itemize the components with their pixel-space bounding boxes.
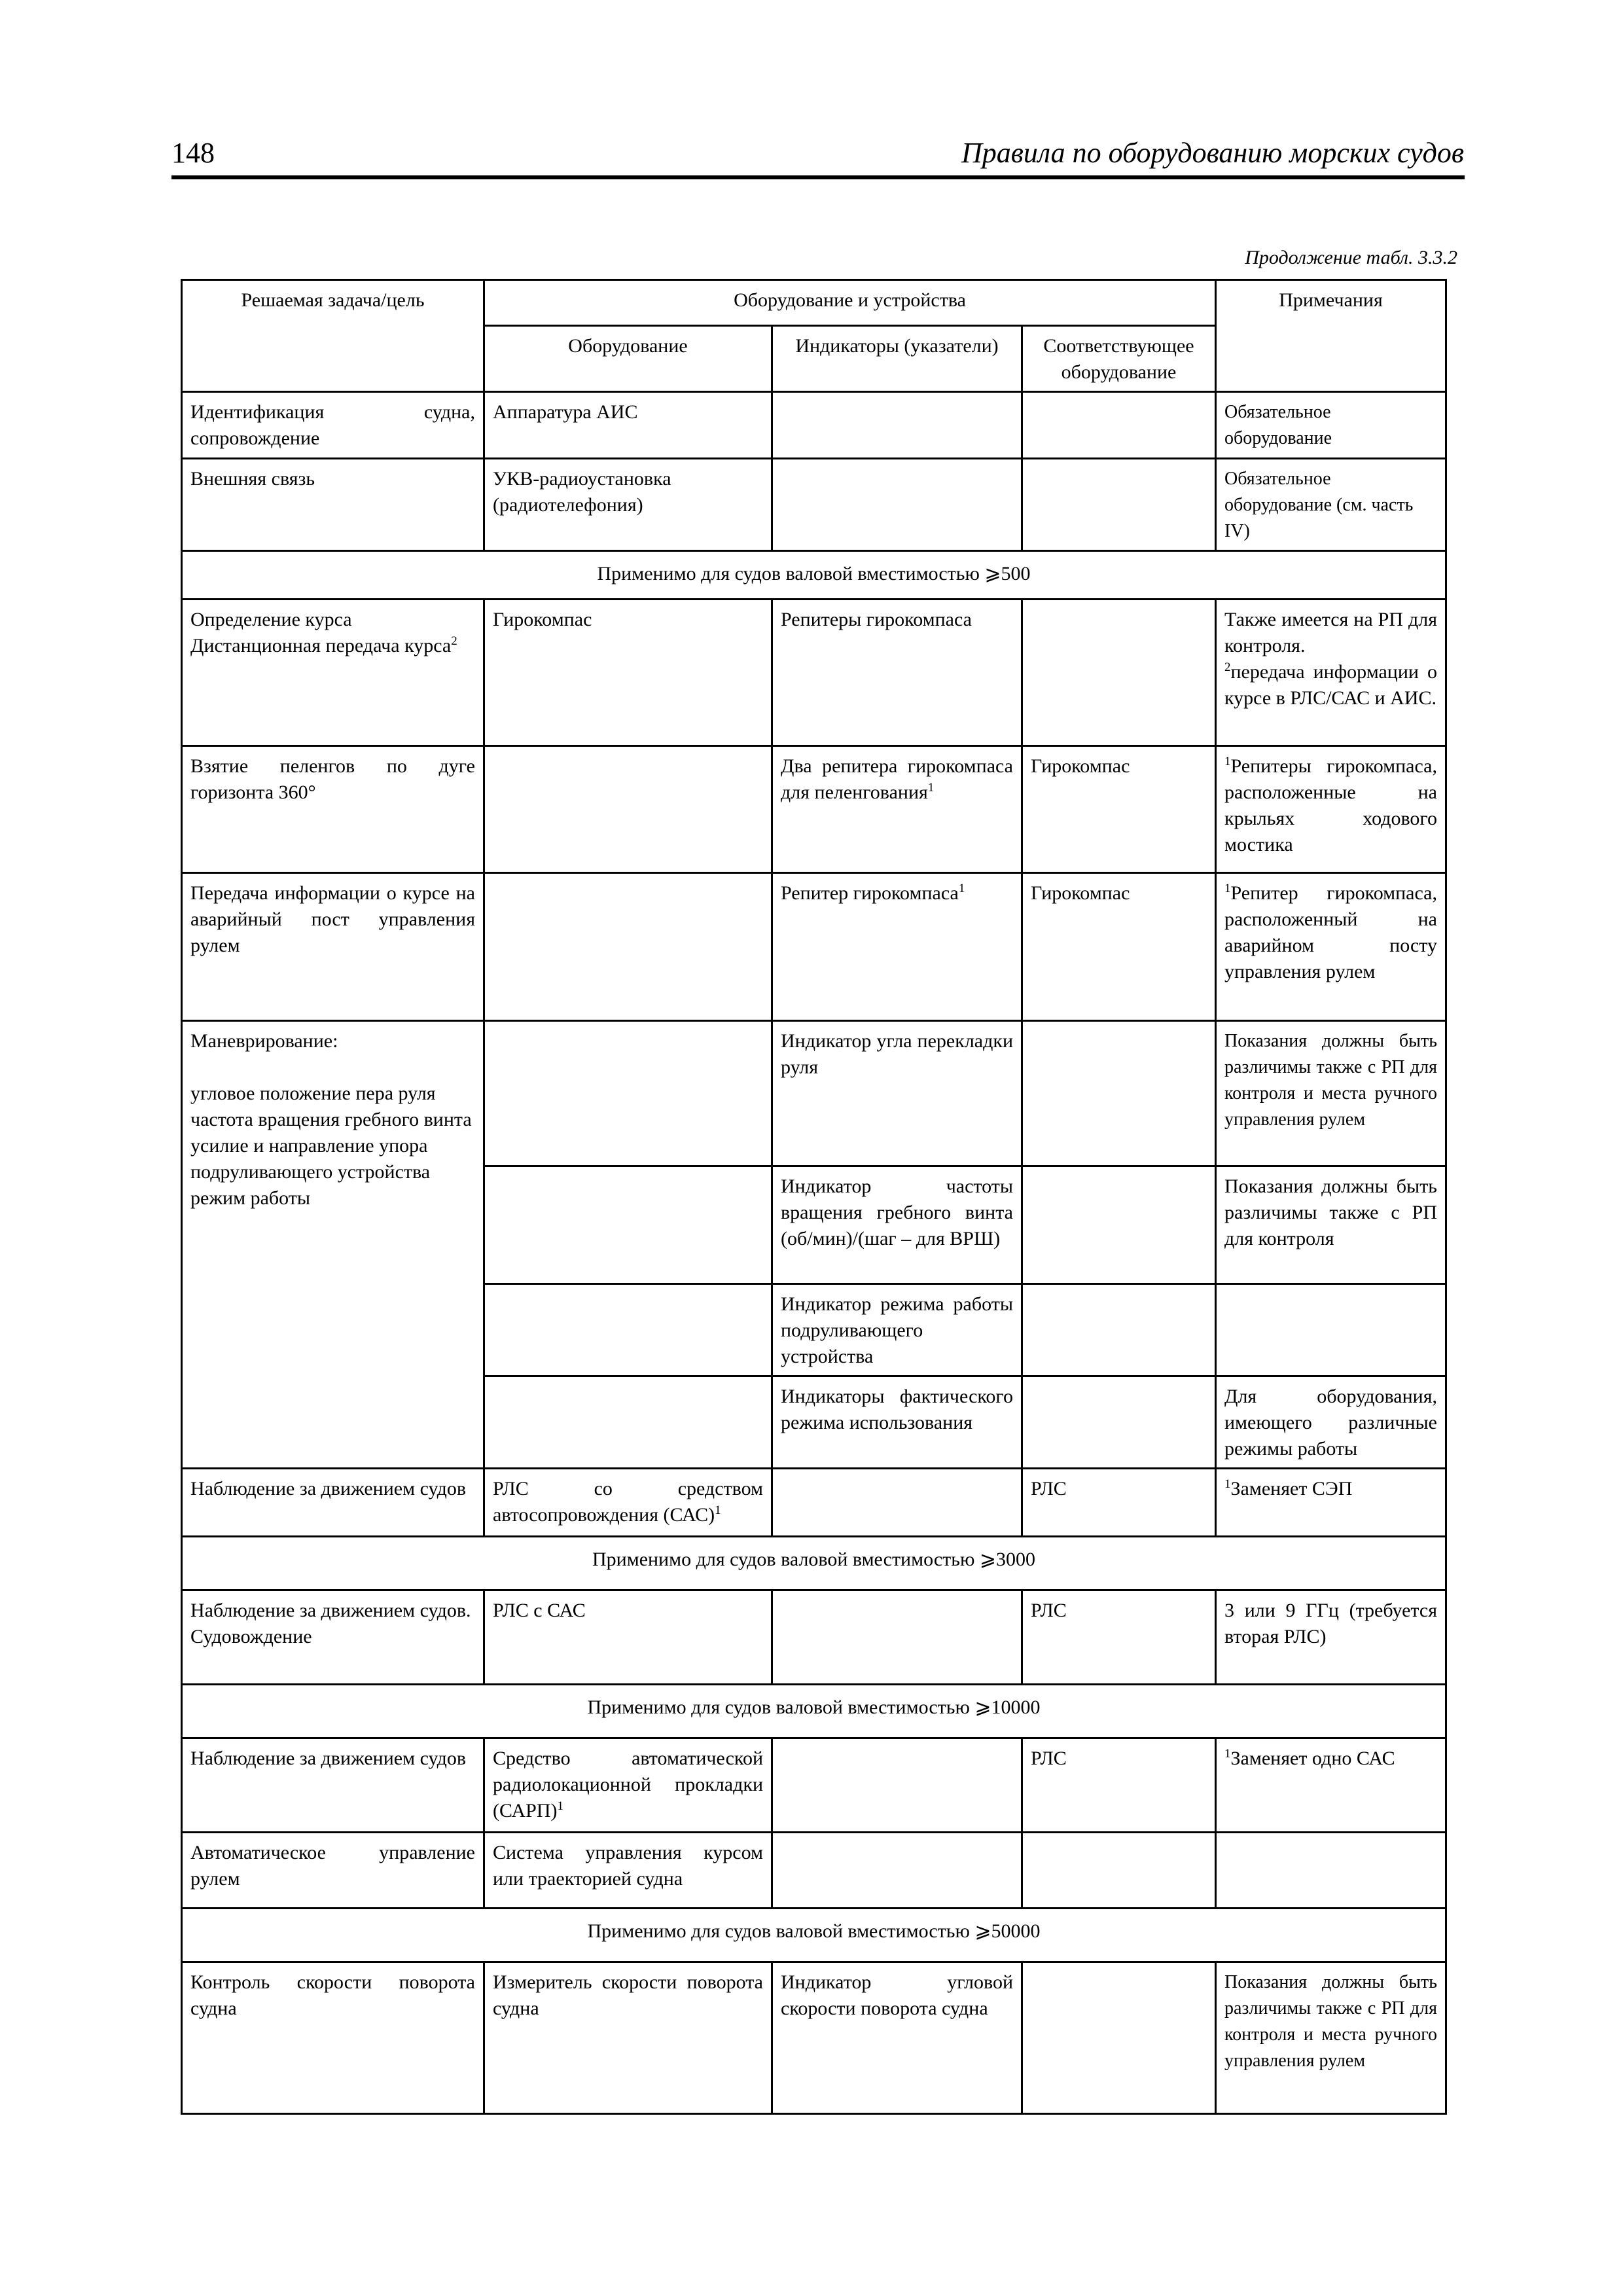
cell-equipment: Гирокомпас: [484, 600, 772, 746]
table-row: [182, 873, 1446, 1021]
task-line: режим работы: [190, 1187, 311, 1209]
task-line: Наблюдение за движением судов.: [190, 1600, 471, 1621]
head-equipment-group: Оборудование и устройства: [484, 280, 1216, 326]
note-text: Заменяет СЭП: [1230, 1478, 1353, 1499]
cell-notes: Обязательное оборудование (см. часть IV): [1216, 459, 1446, 551]
cell-indicators: [772, 1469, 1022, 1537]
cell-related: РЛС: [1022, 1738, 1216, 1833]
cell-notes: [1216, 1738, 1446, 1833]
cell-task: Внешняя связь: [182, 459, 484, 551]
footnote-mark: 1: [1224, 755, 1231, 768]
cell-task: Идентификация судна, сопровождение: [182, 392, 484, 459]
footnote-mark: 1: [715, 1503, 721, 1517]
footnote-mark: 1: [927, 781, 935, 795]
table-row: [182, 600, 1446, 746]
task-line: Определение курса: [190, 609, 352, 630]
cell-indicators: [772, 1738, 1022, 1833]
table-row: [182, 459, 1446, 551]
cell-indicators: [772, 1833, 1022, 1909]
cell-related: [1022, 1021, 1216, 1166]
note-text: Репитер гирокомпаса, расположенный на аварийном посту управления рулем: [1224, 882, 1437, 982]
note-text: Заменяет одно САС: [1230, 1748, 1395, 1769]
footnote-mark: 1: [958, 882, 965, 895]
task-line: частота вращения гребного винта: [190, 1109, 472, 1130]
cell-indicators: Индикатор частоты вращения гребного винта (об/мин)/(шаг – для ВРШ): [772, 1166, 1022, 1284]
indicator-text: Два репитера гирокомпаса для пеленгования: [781, 755, 1013, 803]
footnote-mark: 1: [1224, 882, 1231, 895]
cell-related: Гирокомпас: [1022, 873, 1216, 1021]
cell-task: [182, 1590, 484, 1685]
equipment-text: РЛС со средством автосопровождения (САС): [493, 1478, 763, 1526]
equipment-table: [181, 279, 1447, 2115]
cell-indicators: Индикатор угловой скорости поворота судна: [772, 1962, 1022, 2114]
cell-indicators: [772, 459, 1022, 551]
footnote-mark: 1: [1224, 1747, 1231, 1761]
head-notes: Примечания: [1216, 280, 1446, 392]
task-line: усилие и направление упора подруливающего устройства: [190, 1135, 431, 1183]
cell-related: [1022, 1284, 1216, 1376]
cell-notes: Показания должны быть различимы также с РП для контроля и места ручного управления рулем: [1216, 1021, 1446, 1166]
note-line: [1224, 659, 1437, 711]
cell-indicators: [772, 746, 1022, 873]
cell-equipment: Аппаратура АИС: [484, 392, 772, 459]
table-row: [182, 746, 1446, 873]
equipment-text: Средство автоматической радиолокационной прокладки (САРП): [493, 1748, 763, 1821]
page-number: 148: [171, 137, 215, 169]
header-rule: [171, 175, 1465, 179]
head-related: Соответствующее оборудование: [1022, 326, 1216, 392]
table-row: [182, 1738, 1446, 1833]
section-row: [182, 1909, 1446, 1962]
task-line-text: Дистанционная передача курса: [190, 635, 452, 656]
section-heading: Применимо для судов валовой вместимостью ⩾10000: [182, 1685, 1446, 1738]
section-heading: Применимо для судов валовой вместимостью ⩾3000: [182, 1537, 1446, 1590]
table-row: [182, 1962, 1446, 2114]
cell-related: [1022, 1833, 1216, 1909]
head-task: Решаемая задача/цель: [182, 280, 484, 392]
cell-equipment: [484, 873, 772, 1021]
cell-related: [1022, 600, 1216, 746]
table-head-row: [182, 280, 1446, 326]
section-row: [182, 551, 1446, 600]
cell-related: [1022, 392, 1216, 459]
footnote-mark: 2: [451, 634, 457, 648]
cell-notes: Для оборудования, имеющего различные режимы работы: [1216, 1376, 1446, 1469]
table-row: [182, 1021, 1446, 1166]
cell-task: [182, 1021, 484, 1469]
section-row: [182, 1685, 1446, 1738]
cell-equipment: [484, 1021, 772, 1166]
cell-related: РЛС: [1022, 1590, 1216, 1685]
footnote-mark: 1: [1224, 1477, 1231, 1491]
cell-indicators: Индикатор угла перекладки руля: [772, 1021, 1022, 1166]
running-title: Правила по оборудованию морских судов: [961, 137, 1464, 169]
cell-equipment: [484, 1376, 772, 1469]
table-row: [182, 1590, 1446, 1685]
table-caption: Продолжение табл. 3.3.2: [1245, 247, 1457, 268]
cell-notes: Показания должны быть различимы также с РП для контроля и места ручного управления рулем: [1216, 1962, 1446, 2114]
cell-equipment: Измеритель скорости поворота судна: [484, 1962, 772, 2114]
cell-related: [1022, 1376, 1216, 1469]
cell-notes: [1216, 746, 1446, 873]
cell-equipment: [484, 1166, 772, 1284]
cell-notes: [1216, 873, 1446, 1021]
note-text: передача информации о курсе в РЛС/САС и АИС.: [1224, 661, 1437, 709]
cell-notes: Обязательное оборудование: [1216, 392, 1446, 459]
task-line: [190, 633, 475, 659]
cell-related: [1022, 1962, 1216, 2114]
head-equipment: Оборудование: [484, 326, 772, 392]
cell-related: Гирокомпас: [1022, 746, 1216, 873]
cell-related: [1022, 459, 1216, 551]
cell-task: [182, 600, 484, 746]
cell-task: Автоматическое управление рулем: [182, 1833, 484, 1909]
cell-indicators: Индикаторы фактического режима использования: [772, 1376, 1022, 1469]
table-row: [182, 1469, 1446, 1537]
cell-related: [1022, 1166, 1216, 1284]
footnote-mark: 1: [557, 1799, 564, 1813]
cell-indicators: [772, 392, 1022, 459]
cell-indicators: Репитеры гирокомпаса: [772, 600, 1022, 746]
cell-indicators: [772, 1590, 1022, 1685]
cell-equipment: [484, 746, 772, 873]
cell-notes: 3 или 9 ГГц (требуется вторая РЛС): [1216, 1590, 1446, 1685]
table-row: [182, 392, 1446, 459]
cell-task: Контроль скорости поворота судна: [182, 1962, 484, 2114]
cell-notes: Показания должны быть различимы также с РП для контроля: [1216, 1166, 1446, 1284]
head-indicators: Индикаторы (указатели): [772, 326, 1022, 392]
cell-notes: [1216, 600, 1446, 746]
cell-task: Наблюдение за движением судов: [182, 1738, 484, 1833]
cell-equipment: [484, 1469, 772, 1537]
cell-equipment: [484, 1738, 772, 1833]
note-text: Репитеры гирокомпаса, расположенные на крыльях ходового мостика: [1224, 755, 1437, 855]
indicator-text: Репитер гирокомпаса: [781, 882, 959, 904]
cell-notes: [1216, 1469, 1446, 1537]
cell-task: Наблюдение за движением судов: [182, 1469, 484, 1537]
cell-task: Взятие пеленгов по дуге горизонта 360°: [182, 746, 484, 873]
section-heading: Применимо для судов валовой вместимостью ⩾500: [182, 551, 1446, 600]
cell-equipment: Система управления курсом или траекторией судна: [484, 1833, 772, 1909]
section-row: [182, 1537, 1446, 1590]
cell-equipment: [484, 1284, 772, 1376]
cell-equipment: РЛС с САС: [484, 1590, 772, 1685]
table-row: [182, 1833, 1446, 1909]
section-heading: Применимо для судов валовой вместимостью ⩾50000: [182, 1909, 1446, 1962]
task-line: Маневрирование:: [190, 1030, 338, 1052]
cell-indicators: Индикатор режима работы подруливающего устройства: [772, 1284, 1022, 1376]
task-gap: [190, 1054, 475, 1081]
footnote-mark: 2: [1224, 660, 1231, 674]
cell-notes: [1216, 1284, 1446, 1376]
cell-task: Передача информации о курсе на аварийный пост управления рулем: [182, 873, 484, 1021]
cell-indicators: [772, 873, 1022, 1021]
cell-related: РЛС: [1022, 1469, 1216, 1537]
task-line: угловое положение пера руля: [190, 1083, 436, 1104]
cell-equipment: УКВ-радиоустановка (радиотелефония): [484, 459, 772, 551]
cell-notes: [1216, 1833, 1446, 1909]
task-line: Судовождение: [190, 1626, 312, 1647]
note-line: Также имеется на РП для контроля.: [1224, 609, 1437, 656]
